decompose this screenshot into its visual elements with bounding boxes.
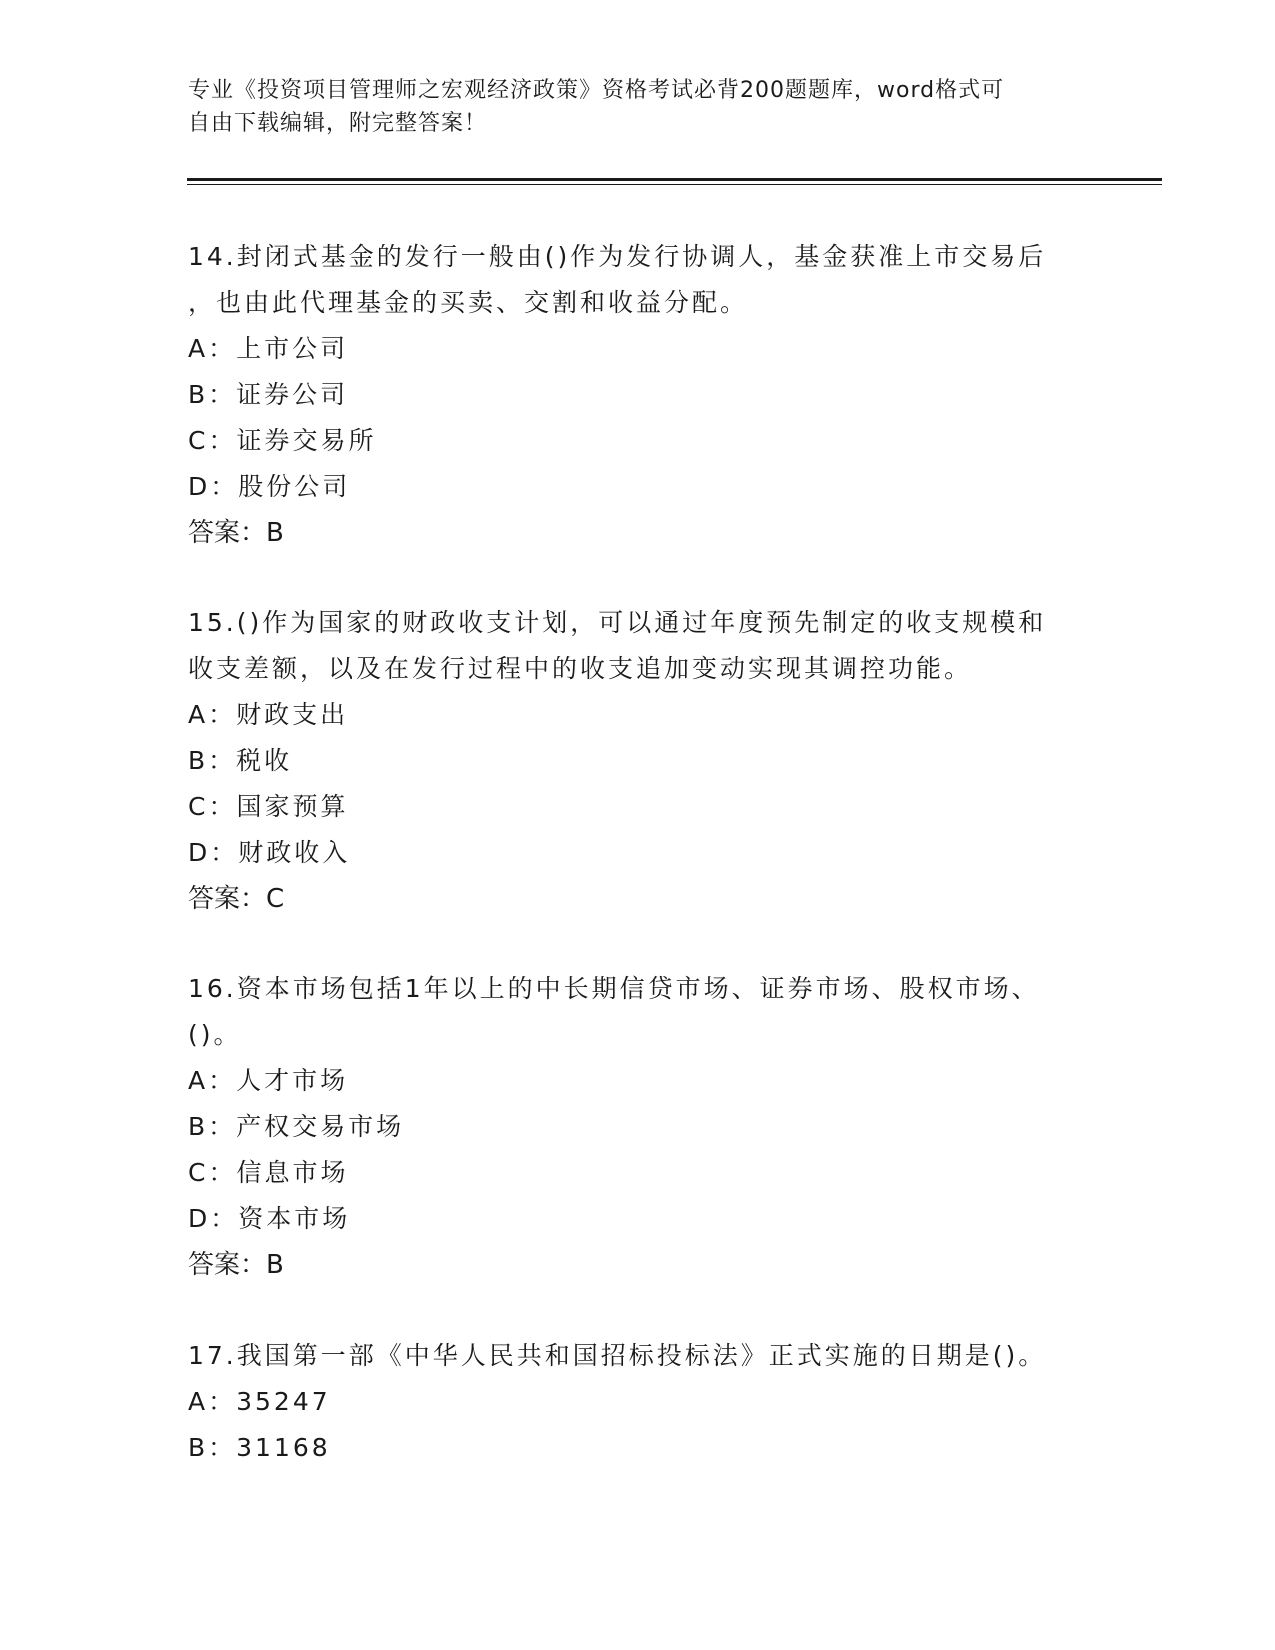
header-line-1: 专业《投资项目管理师之宏观经济政策》资格考试必背200题题库，word格式可 bbox=[188, 78, 1005, 103]
option-b: B：税收 bbox=[188, 746, 293, 775]
header-divider-thin bbox=[187, 184, 1162, 185]
question-stem-line-2: 收支差额，以及在发行过程中的收支追加变动实现其调控功能。 bbox=[188, 654, 973, 683]
option-d: D：股份公司 bbox=[188, 472, 351, 501]
header-line-2: 自由下载编辑，附完整答案！ bbox=[188, 111, 488, 136]
option-a: A：人才市场 bbox=[188, 1066, 349, 1095]
question-stem-line-1: 16.资本市场包括1年以上的中长期信贷市场、证券市场、股权市场、 bbox=[188, 974, 1040, 1003]
question-stem-line-1: 15.()作为国家的财政收支计划，可以通过年度预先制定的收支规模和 bbox=[188, 608, 1047, 637]
question-15 bbox=[188, 600, 1088, 922]
question-17 bbox=[188, 1333, 1088, 1471]
question-stem-line-2: ()。 bbox=[188, 1020, 242, 1049]
question-stem-line-2: ，也由此代理基金的买卖、交割和收益分配。 bbox=[188, 288, 749, 317]
question-stem-line-1: 14.封闭式基金的发行一般由()作为发行协调人，基金获准上市交易后 bbox=[188, 242, 1047, 271]
question-16 bbox=[188, 966, 1088, 1288]
document-header bbox=[188, 74, 1088, 140]
option-b: B：证券公司 bbox=[188, 380, 349, 409]
question-stem-line-1: 17.我国第一部《中华人民共和国招标投标法》正式实施的日期是()。 bbox=[188, 1341, 1047, 1370]
answer-text: 答案：C bbox=[188, 884, 285, 914]
option-b: B：产权交易市场 bbox=[188, 1112, 405, 1141]
option-a: A：财政支出 bbox=[188, 700, 349, 729]
option-d: D：财政收入 bbox=[188, 838, 351, 867]
option-a: A：上市公司 bbox=[188, 334, 349, 363]
option-d: D：资本市场 bbox=[188, 1204, 351, 1233]
option-a: A：35247 bbox=[188, 1387, 331, 1416]
option-c: C：国家预算 bbox=[188, 792, 349, 821]
answer-text: 答案：B bbox=[188, 1250, 284, 1280]
option-b: B：31168 bbox=[188, 1433, 331, 1462]
option-c: C：信息市场 bbox=[188, 1158, 349, 1187]
header-divider-thick bbox=[187, 178, 1162, 181]
question-14 bbox=[188, 234, 1088, 556]
option-c: C：证券交易所 bbox=[188, 426, 377, 455]
answer-text: 答案：B bbox=[188, 518, 284, 548]
